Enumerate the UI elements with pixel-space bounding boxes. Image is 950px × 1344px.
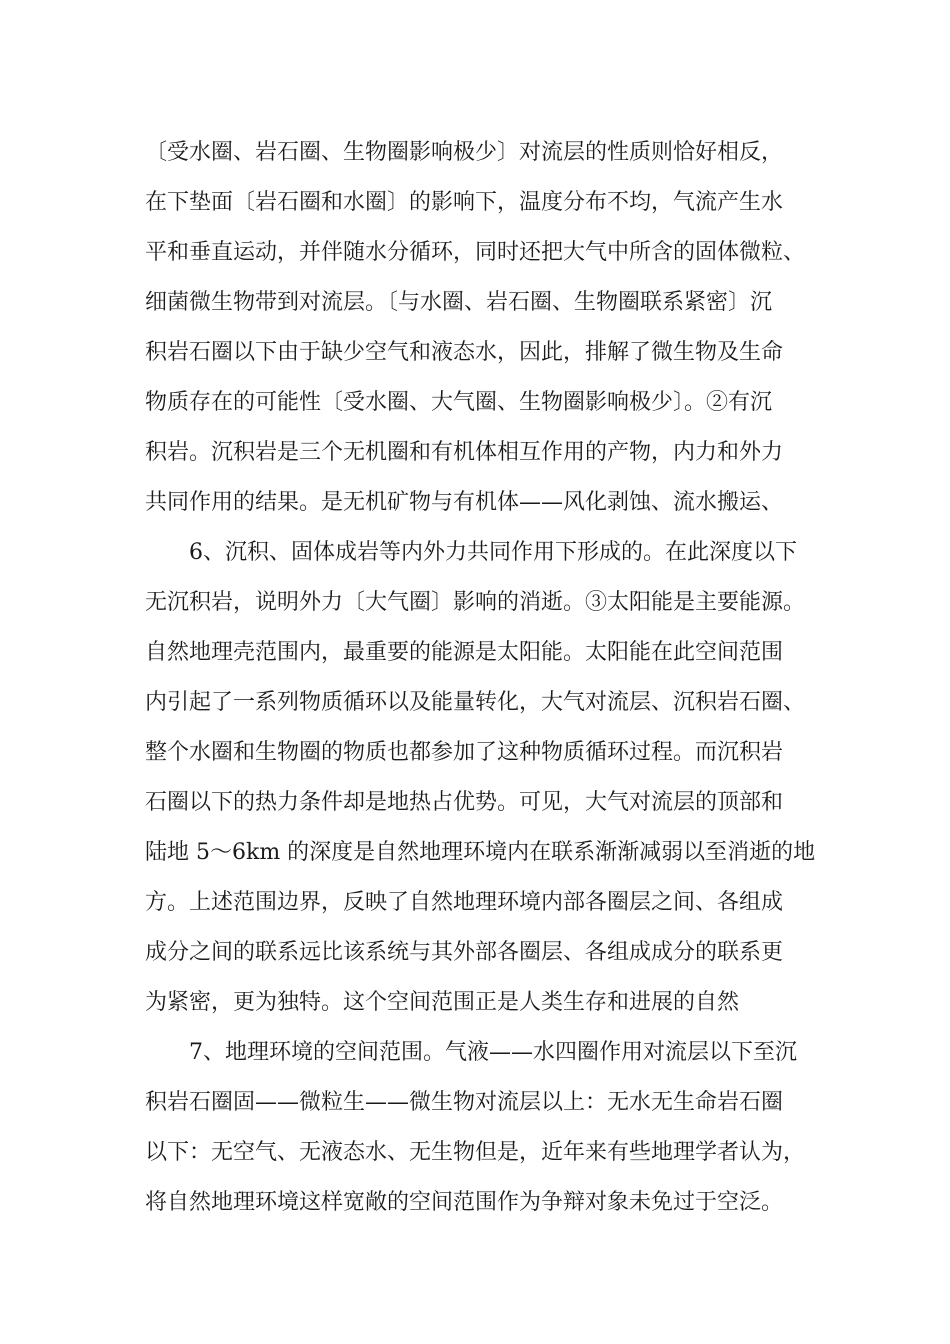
text-line: 无沉积岩，说明外力〔大气圈〕影响的消逝。③太阳能是主要能源。 bbox=[145, 590, 806, 615]
text-line: 方。上述范围边界，反映了自然地理环境内部各圈层之间、各组成 bbox=[145, 890, 784, 915]
paragraph-start-line: 6、沉积、固体成岩等内外力共同作用下形成的。在此深度以下 bbox=[189, 540, 797, 565]
text-line: 陆地 5～6km 的深度是自然地理环境内在联系渐渐减弱以至消逝的地 bbox=[145, 840, 816, 865]
text-line: 以下：无空气、无液态水、无生物但是，近年来有些地理学者认为， bbox=[145, 1140, 806, 1165]
text-line: 自然地理壳范围内，最重要的能源是太阳能。太阳能在此空间范围 bbox=[145, 640, 784, 665]
text-line: 内引起了一系列物质循环以及能量转化，大气对流层、沉积岩石圈、 bbox=[145, 690, 806, 715]
text-line: 为紧密，更为独特。这个空间范围正是人类生存和进展的自然 bbox=[145, 990, 740, 1015]
text-line: 积岩石圈以下由于缺少空气和液态水，因此，排解了微生物及生命 bbox=[145, 340, 784, 365]
text-line: 平和垂直运动，并伴随水分循环，同时还把大气中所含的固体微粒、 bbox=[145, 240, 806, 265]
text-line: 将自然地理环境这样宽敞的空间范围作为争辩对象未免过于空泛。 bbox=[145, 1190, 784, 1215]
text-line: 细菌微生物带到对流层。〔与水圈、岩石圈、生物圈联系紧密〕沉 bbox=[145, 290, 773, 315]
text-line: 石圈以下的热力条件却是地热占优势。可见，大气对流层的顶部和 bbox=[145, 790, 784, 815]
text-line: 积岩石圈固——微粒生——微生物对流层以上：无水无生命岩石圈 bbox=[145, 1090, 784, 1115]
text-line: 〔受水圈、岩石圈、生物圈影响极少〕对流层的性质则恰好相反， bbox=[145, 140, 784, 165]
text-line: 在下垫面〔岩石圈和水圈〕的影响下，温度分布不均，气流产生水 bbox=[145, 190, 784, 215]
text-line: 共同作用的结果。是无机矿物与有机体——风化剥蚀、流水搬运、 bbox=[145, 490, 784, 515]
text-line: 整个水圈和生物圈的物质也都参加了这种物质循环过程。而沉积岩 bbox=[145, 740, 784, 765]
text-line: 成分之间的联系远比该系统与其外部各圈层、各组成成分的联系更 bbox=[145, 940, 784, 965]
text-line: 物质存在的可能性〔受水圈、大气圈、生物圈影响极少〕。②有沉 bbox=[145, 390, 773, 415]
body-text bbox=[145, 128, 835, 1228]
text-line: 积岩。沉积岩是三个无机圈和有机体相互作用的产物，内力和外力 bbox=[145, 440, 784, 465]
paragraph-start-line: 7、地理环境的空间范围。气液——水四圈作用对流层以下至沉 bbox=[189, 1040, 797, 1065]
